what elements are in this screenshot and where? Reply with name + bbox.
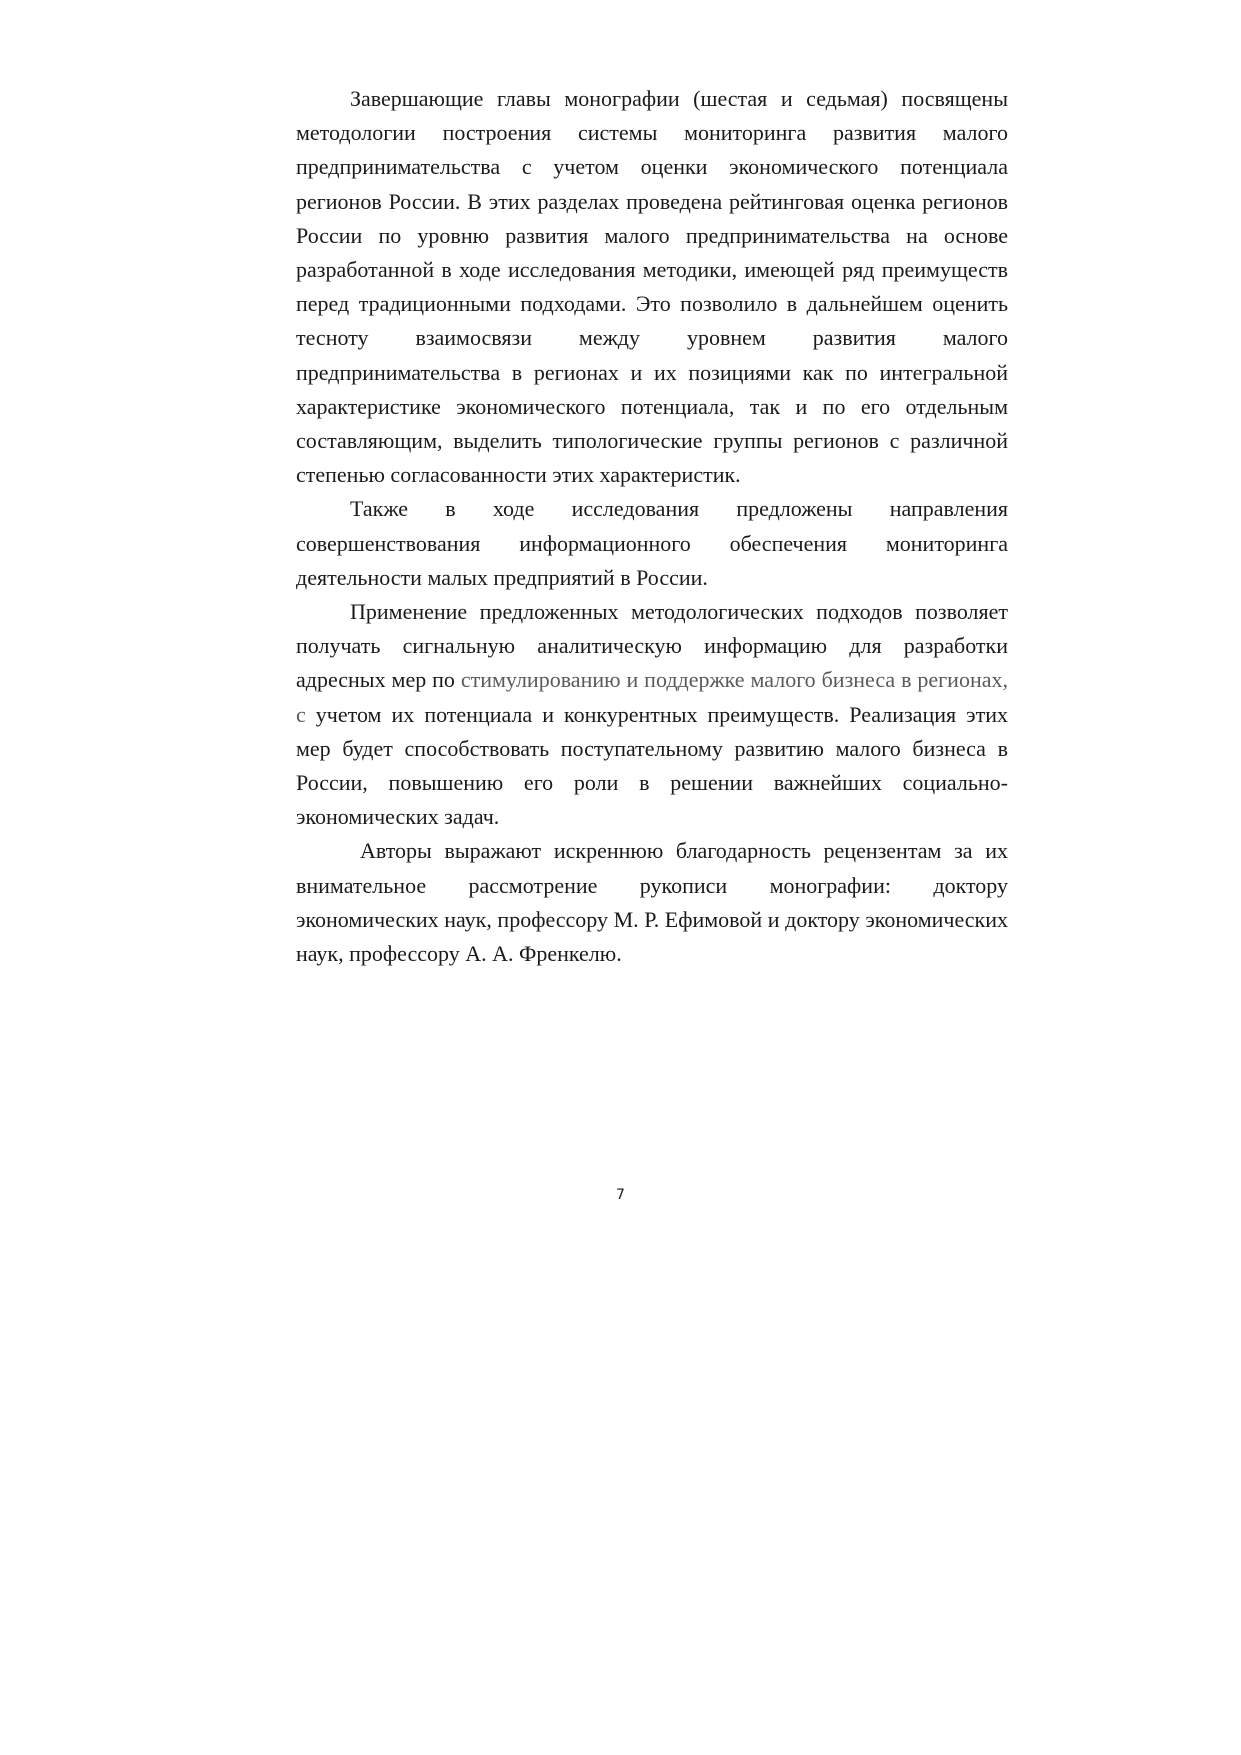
page-number: 7	[616, 1187, 625, 1203]
paragraph-acknowledgements: Авторы выражают искреннюю благодарность рецензентам за их внимательное рассмотрение рукописи монографии: доктору экономических наук, профессору М. Р. Ефимовой и доктору экономических наук, профессору А. А. Френкелю.	[296, 838, 1008, 967]
paragraph-methodology-application	[296, 595, 1008, 834]
paragraph-methodology-part2: стимулированию и поддержке малого бизнеса в регионах, с	[296, 667, 1008, 727]
paragraph-methodology-part3: учетом их потенциала и конкурентных преимуществ. Реализация этих мер будет способствовать поступательному развитию малого бизнеса в России, повышению его роли в решении важнейших социально-экономических задач.	[296, 701, 1008, 830]
body-text	[296, 82, 1008, 971]
paragraph-information-support: Также в ходе исследования предложены направления совершенствования информационного обеспечения мониторинга деятельности малых предприятий в России.	[296, 496, 1008, 590]
paragraph-methodology-part1: Применение предложенных методологических подходов позволяет получать сигнальную аналитическую информацию для разработки адресных мер по	[296, 599, 1008, 693]
paragraph-concluding-chapters: Завершающие главы монографии (шестая и седьмая) посвящены методологии построения системы мониторинга развития малого предпринимательства с учетом оценки экономического потенциала регионов России. В этих разделах проведена рейтинговая оценка регионов России по уровню развития малого предпринимательства на основе разработанной в ходе исследования методики, имеющей ряд преимуществ перед традиционными подходами. Это позволило в дальнейшем оценить тесноту взаимосвязи между уровнем развития малого предпринимательства в регионах и их позициями как по интегральной характеристике экономического потенциала, так и по его отдельным составляющим, выделить типологические группы регионов с различной степенью согласованности этих характеристик.	[296, 86, 1008, 488]
